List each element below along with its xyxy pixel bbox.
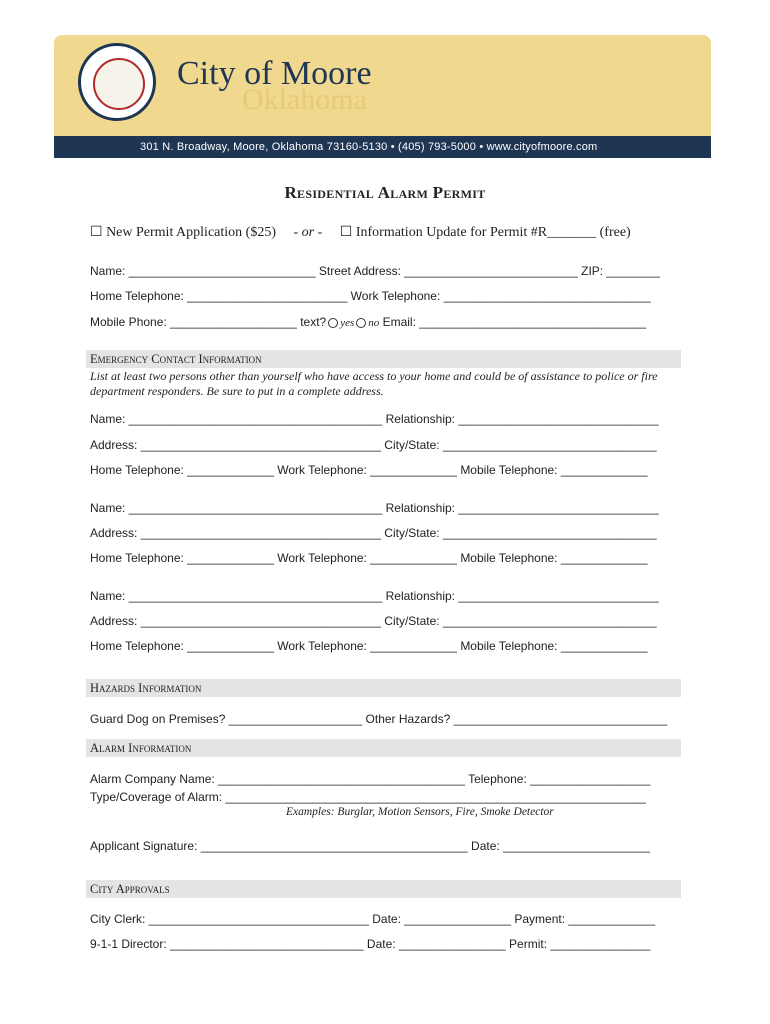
email-label: Email: __________________________________ [379,315,647,329]
option-separator: - or - [293,225,323,240]
form-title: Residential Alarm Permit [284,183,486,202]
text-yes-radio[interactable] [328,318,338,328]
update-permit-label: Information Update for Permit #R_______ (free) [355,225,631,240]
alarm-company-row[interactable]: Alarm Company Name: _____________________________________ Telephone: __________________ [90,772,651,786]
update-permit-checkbox[interactable]: ☐ [339,225,353,240]
alarm-section-heading: Alarm Information [86,739,681,757]
new-permit-checkbox[interactable]: ☐ [90,225,103,240]
approvals-section-heading: City Approvals [86,880,681,898]
hazards-section-heading: Hazards Information [86,679,681,697]
text-yes-label: yes [340,317,355,329]
hazards-row[interactable]: Guard Dog on Premises? ____________________ Other Hazards? ________________________________ [90,712,668,726]
contact1-phone-row[interactable]: Home Telephone: _____________ Work Telephone: _____________ Mobile Telephone: _____________ [90,463,648,477]
signature-row[interactable]: Applicant Signature: ________________________________________ Date: ______________________ [90,839,650,853]
city-name: City of Moore [177,55,372,92]
alarm-examples: Examples: Burglar, Motion Sensors, Fire, Smoke Detector [286,806,554,818]
applicant-mobile-row[interactable] [90,315,646,329]
city-seal-icon [78,43,156,121]
applicant-phone-row[interactable]: Home Telephone: ________________________ Work Telephone: _______________________________ [90,289,651,303]
contact2-phone-row[interactable]: Home Telephone: _____________ Work Telephone: _____________ Mobile Telephone: _____________ [90,551,648,565]
contact2-name-row[interactable]: Name: ______________________________________ Relationship: ______________________________ [90,501,659,515]
applicant-name-row[interactable]: Name: ____________________________ Street Address: __________________________ ZIP: ________ [90,264,660,278]
alarm-type-row[interactable]: Type/Coverage of Alarm: _______________________________________________________________ [90,790,646,804]
permit-type-row [90,224,631,241]
text-no-radio[interactable] [356,318,366,328]
emergency-note: List at least two persons other than yourself who have access to your home and could be of assistance to police or fire department responders. Be sure to put in a complete address. [90,369,658,398]
director-row[interactable]: 9-1-1 Director: _____________________________ Date: ________________ Permit: _______________ [90,937,651,951]
contact3-name-row[interactable]: Name: ______________________________________ Relationship: ______________________________ [90,589,659,603]
state-name: Oklahoma [242,83,367,116]
contact1-name-row[interactable]: Name: ______________________________________ Relationship: ______________________________ [90,412,659,426]
seal-shield-icon [93,58,145,110]
contact1-address-row[interactable]: Address: ____________________________________ City/State: ________________________________ [90,438,657,452]
contact2-address-row[interactable]: Address: ____________________________________ City/State: ________________________________ [90,526,657,540]
contact3-address-row[interactable]: Address: ____________________________________ City/State: ________________________________ [90,614,657,628]
city-clerk-row[interactable]: City Clerk: _________________________________ Date: ________________ Payment: _____________ [90,912,656,926]
mobile-label: Mobile Phone: ___________________ text? [90,315,327,329]
contact3-phone-row[interactable]: Home Telephone: _____________ Work Telephone: _____________ Mobile Telephone: _____________ [90,639,648,653]
contact-strip: 301 N. Broadway, Moore, Oklahoma 73160-5130 • (405) 793-5000 • www.cityofmoore.com [54,136,711,158]
new-permit-label: New Permit Application ($25) [106,225,276,240]
text-no-label: no [368,317,380,329]
emergency-section-heading: Emergency Contact Information [86,350,681,368]
letterhead-banner [54,35,711,158]
